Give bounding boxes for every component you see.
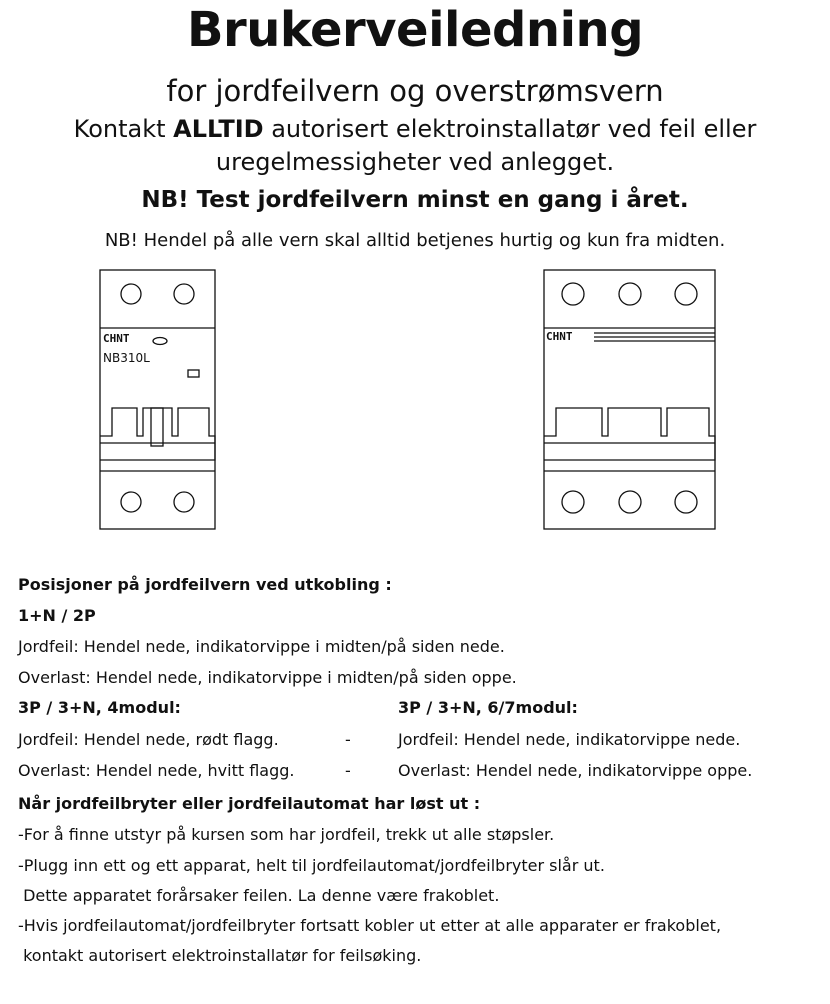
bottom-terminal-1 — [121, 492, 141, 512]
bottom-terminal-2 — [174, 492, 194, 512]
left-brand-label: CHNT — [103, 332, 130, 345]
top-terminal-3 — [675, 283, 697, 305]
group-3p-left-title: 3P / 3+N, 4modul: — [18, 698, 181, 717]
tripped-line-2: -Plugg inn ett og ett apparat, helt til jordfeilautomat/jordfeilbryter slår ut. — [18, 856, 605, 875]
tripped-heading: Når jordfeilbryter eller jordfeilautomat har løst ut : — [18, 794, 481, 813]
tripped-line-1: -For å finne utstyr på kursen som har jordfeil, trekk ut alle støpsler. — [18, 825, 555, 844]
left-model-label: NB310L — [103, 351, 150, 365]
group-3p-row1-dash: - — [345, 730, 351, 749]
bottom-terminal-1 — [562, 491, 584, 513]
top-terminal-2 — [174, 284, 194, 304]
group-3p-row1-left: Jordfeil: Hendel nede, rødt flagg. — [18, 730, 279, 749]
tripped-line-4: -Hvis jordfeilautomat/jordfeilbryter fortsatt kobler ut etter at alle apparater er frakoblet, — [18, 916, 722, 935]
brand-oval — [153, 338, 167, 345]
rcd-2p-diagram — [98, 268, 218, 532]
toggle-profile — [544, 408, 715, 460]
bottom-terminal-3 — [675, 491, 697, 513]
indicator-tab — [151, 408, 163, 446]
contact-suffix: autorisert elektroinstallatør ved feil eller — [263, 115, 757, 143]
group-2p-line-2: Overlast: Hendel nede, indikatorvippe i midten/på siden oppe. — [18, 668, 517, 687]
nb-test-notice: NB! Test jordfeilvern minst en gang i året. — [141, 187, 689, 213]
group-2p-line-1: Jordfeil: Hendel nede, indikatorvippe i midten/på siden nede. — [18, 637, 505, 656]
bottom-terminal-2 — [619, 491, 641, 513]
contact-line-2: uregelmessigheter ved anlegget. — [215, 148, 615, 176]
toggle-profile — [100, 408, 215, 460]
document-title: Brukerveiledning — [186, 2, 644, 58]
test-button — [188, 370, 199, 377]
group-3p-row2-left: Overlast: Hendel nede, hvitt flagg. — [18, 761, 295, 780]
group-3p-row2-right: Overlast: Hendel nede, indikatorvippe oppe. — [398, 761, 753, 780]
contact-prefix: Kontakt — [73, 115, 174, 143]
nb-handle-notice: NB! Hendel på alle vern skal alltid betjenes hurtig og kun fra midten. — [104, 230, 726, 251]
group-3p-row2-dash: - — [345, 761, 351, 780]
group-3p-right-title: 3P / 3+N, 6/7modul: — [398, 698, 578, 717]
group-2p-title: 1+N / 2P — [18, 606, 96, 625]
tripped-line-3: Dette apparatet forårsaker feilen. La denne være frakoblet. — [18, 886, 500, 905]
top-terminal-1 — [121, 284, 141, 304]
contact-bold: ALLTID — [173, 115, 264, 143]
contact-line-1 — [0, 115, 830, 143]
breaker-3p-diagram — [542, 268, 718, 532]
group-3p-row1-right: Jordfeil: Hendel nede, indikatorvippe nede. — [398, 730, 741, 749]
right-brand-label: CHNT — [546, 330, 573, 343]
document-subtitle: for jordfeilvern og overstrømsvern — [166, 74, 664, 108]
tripped-line-5: kontakt autorisert elektroinstallatør for feilsøking. — [18, 946, 422, 965]
top-terminal-2 — [619, 283, 641, 305]
positions-heading: Posisjoner på jordfeilvern ved utkobling : — [18, 575, 392, 594]
top-terminal-1 — [562, 283, 584, 305]
